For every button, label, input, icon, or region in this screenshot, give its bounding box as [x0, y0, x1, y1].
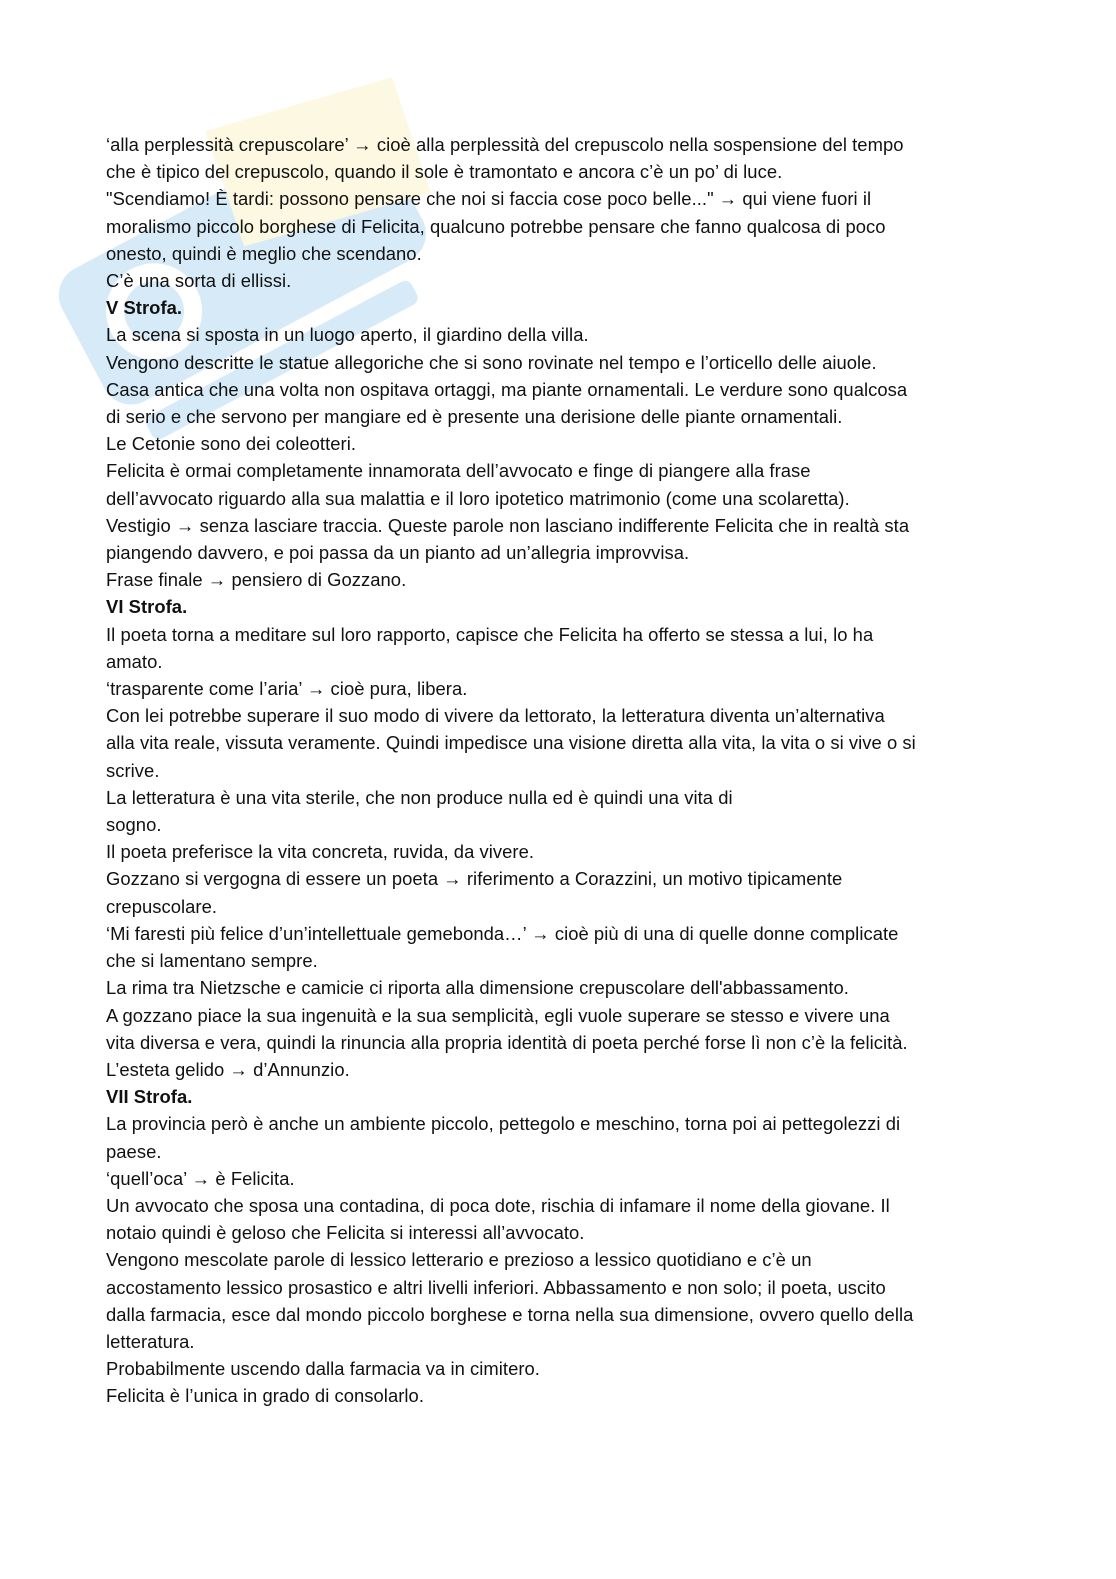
text-line: La rima tra Nietzsche e camicie ci riporta alla dimensione crepuscolare dell'abbassamento.: [106, 977, 849, 999]
text-line: amato.: [106, 650, 163, 672]
text-line: L’esteta gelido → d’Annunzio.: [106, 1058, 350, 1080]
text-line: Con lei potrebbe superare il suo modo di vivere da lettorato, la letteratura diventa un’alternativa: [106, 705, 885, 727]
text-line: ‘quell’oca’ → è Felicita.: [106, 1167, 295, 1189]
text-line: Il poeta preferisce la vita concreta, ruvida, da vivere.: [106, 841, 535, 863]
text-line: di serio e che servono per mangiare ed è presente una derisione delle piante ornamentali.: [106, 406, 843, 428]
text-line: C’è una sorta di ellissi.: [106, 270, 292, 292]
text-line: Vengono mescolate parole di lessico letterario e prezioso a lessico quotidiano e c’è un: [106, 1249, 812, 1271]
text-line: "Scendiamo! È tardi: possono pensare che noi si faccia cose poco belle..." → qui viene fuori il: [106, 188, 872, 210]
text-line: moralismo piccolo borghese di Felicita, qualcuno potrebbe pensare che fanno qualcosa di poco: [106, 215, 886, 237]
text-line: sogno.: [106, 814, 162, 836]
text-line: vita diversa e vera, quindi la rinuncia alla propria identità di poeta perché forse lì non c’è la felicità.: [106, 1031, 908, 1053]
text-line: Felicita è l’unica in grado di consolarlo.: [106, 1385, 424, 1407]
text-line: notaio quindi è geloso che Felicita si interessi all’avvocato.: [106, 1222, 585, 1244]
section-heading: VI Strofa.: [106, 596, 188, 618]
text-line: Felicita è ormai completamente innamorata dell’avvocato e finge di piangere alla frase: [106, 460, 811, 482]
text-line: che è tipico del crepuscolo, quando il sole è tramontato e ancora c’è un po’ di luce.: [106, 161, 783, 183]
text-line: Casa antica che una volta non ospitava ortaggi, ma piante ornamentali. Le verdure sono qualcosa: [106, 378, 908, 400]
text-line: scrive.: [106, 759, 160, 781]
text-line: ‘alla perplessità crepuscolare’ → cioè alla perplessità del crepuscolo nella sospensione del tempo: [106, 134, 904, 155]
text-line: Un avvocato che sposa una contadina, di poca dote, rischia di infamare il nome della giovane. Il: [106, 1194, 890, 1216]
text-line: crepuscolare.: [106, 895, 218, 917]
text-line: che si lamentano sempre.: [106, 950, 318, 972]
text-line: ‘trasparente come l’aria’ → cioè pura, libera.: [106, 678, 468, 700]
text-line: Il poeta torna a meditare sul loro rapporto, capisce che Felicita ha offerto se stessa a lui, lo ha: [106, 623, 874, 645]
text-line: Frase finale → pensiero di Gozzano.: [106, 569, 407, 591]
text-line: La letteratura è una vita sterile, che non produce nulla ed è quindi una vita di: [106, 786, 733, 808]
text-line: paese.: [106, 1140, 162, 1162]
section-heading: V Strofa.: [106, 297, 183, 319]
text-line: Probabilmente uscendo dalla farmacia va in cimitero.: [106, 1358, 540, 1380]
text-line: Gozzano si vergogna di essere un poeta → riferimento a Corazzini, un motivo tipicamente: [106, 868, 843, 890]
text-line: La provincia però è anche un ambiente piccolo, pettegolo e meschino, torna poi ai pettegolezzi di: [106, 1113, 901, 1135]
text-line: dalla farmacia, esce dal mondo piccolo borghese e torna nella sua dimensione, ovvero quello della: [106, 1303, 914, 1325]
text-line: A gozzano piace la sua ingenuità e la sua semplicità, egli vuole superare se stesso e vivere una: [106, 1004, 890, 1026]
text-line: dell’avvocato riguardo alla sua malattia e il loro ipotetico matrimonio (come una scolaretta).: [106, 487, 850, 509]
text-line: letteratura.: [106, 1330, 195, 1352]
text-line: ‘Mi faresti più felice d’un’intellettuale gemebonda…’ → cioè più di una di quelle donne complicate: [106, 922, 899, 944]
text-line: Vengono descritte le statue allegoriche che si sono rovinate nel tempo e l’orticello delle aiuole.: [106, 351, 877, 373]
document-body: [106, 131, 1006, 1410]
text-line: La scena si sposta in un luogo aperto, il giardino della villa.: [106, 324, 589, 346]
text-line: onesto, quindi è meglio che scendano.: [106, 242, 422, 264]
text-line: piangendo davvero, e poi passa da un pianto ad un’allegria improvvisa.: [106, 542, 690, 564]
text-line: Le Cetonie sono dei coleotteri.: [106, 433, 356, 455]
text-line: Vestigio → senza lasciare traccia. Queste parole non lasciano indifferente Felicita che in realtà sta: [106, 514, 910, 536]
text-line: alla vita reale, vissuta veramente. Quindi impedisce una visione diretta alla vita, la vita o si vive o si: [106, 732, 916, 754]
text-line: accostamento lessico prosastico e altri livelli inferiori. Abbassamento e non solo; il poeta, uscito: [106, 1276, 886, 1298]
section-heading: VII Strofa.: [106, 1086, 193, 1108]
